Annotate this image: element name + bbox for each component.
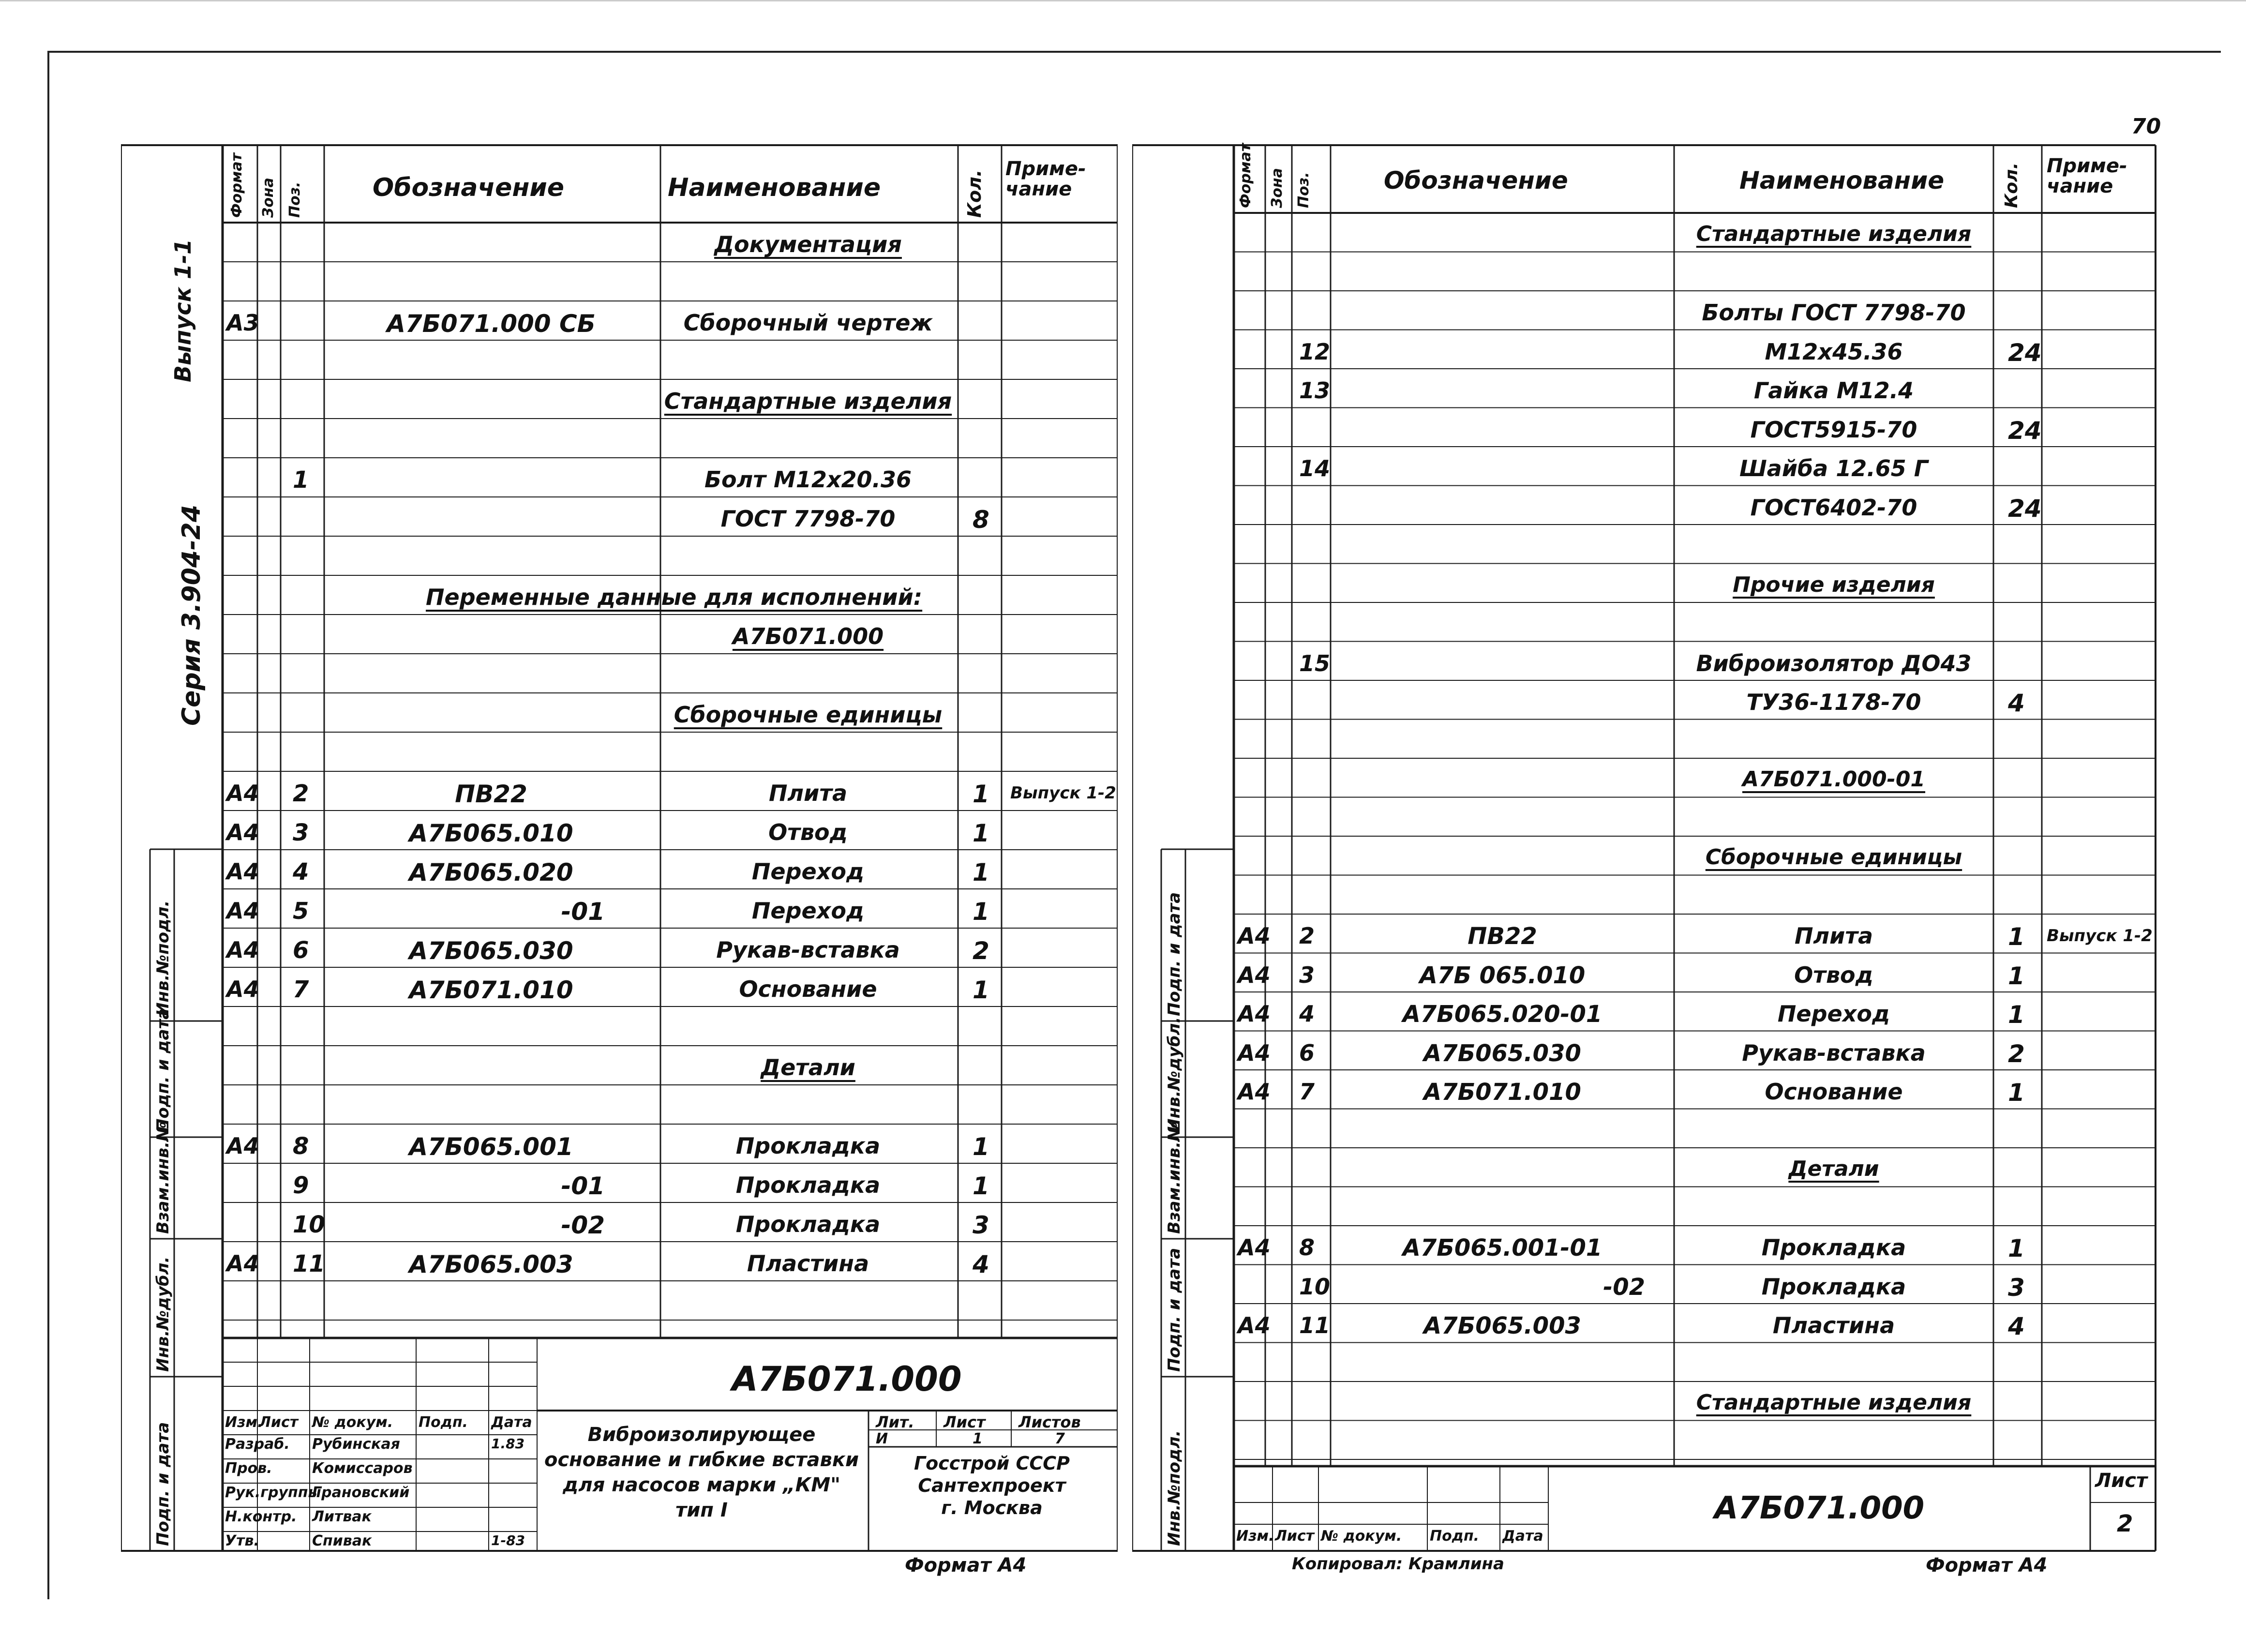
row-qty: 4 [973, 1250, 989, 1278]
titleblock-person-name: Спивак [312, 1532, 372, 1549]
titleblock-sheet-label: Лист [2095, 1470, 2148, 1492]
row-pos: 8 [293, 1133, 309, 1160]
right-sheet-grid [1132, 121, 2158, 1563]
header-note: Приме- чание [1005, 158, 1086, 200]
row-name: ГОСТ6402-70 [1750, 494, 1917, 521]
titleblock-org-line: Сантехпроект [918, 1475, 1066, 1496]
copied-by-label: Копировал: Крамлина [1292, 1554, 1504, 1574]
row-designation: А7Б065.030 [409, 937, 573, 965]
titleblock-sheets-value: 7 [1055, 1430, 1065, 1447]
row-designation: -02 [1603, 1273, 1645, 1301]
row-pos: 3 [293, 819, 309, 846]
titleblock-title-line: Виброизолирующее [587, 1424, 816, 1446]
titleblock-sheets-label: Листов [1018, 1413, 1081, 1431]
row-section-name: А7Б071.000 [732, 623, 884, 649]
header-format: Формат [228, 153, 245, 218]
row-designation: -01 [561, 1172, 605, 1200]
row-name: ГОСТ 7798-70 [720, 506, 896, 532]
header-designation: Обозначение [1384, 166, 1568, 195]
row-pos: 11 [293, 1250, 325, 1277]
titleblock-role: Рук.группы [225, 1484, 321, 1501]
row-format: А4 [226, 937, 259, 963]
row-pos: 4 [293, 858, 309, 886]
row-pos: 6 [293, 937, 309, 964]
row-qty: 1 [973, 858, 989, 886]
row-qty: 24 [2008, 338, 2042, 367]
row-qty: 1 [973, 819, 989, 847]
row-format: А4 [1238, 1079, 1271, 1105]
row-qty: 1 [2008, 923, 2025, 951]
row-qty: 1 [973, 1133, 989, 1161]
row-designation: А7Б065.010 [409, 819, 573, 847]
titleblock-role: Н.контр. [225, 1508, 297, 1525]
row-section-name: А7Б071.000-01 [1742, 767, 1926, 792]
titleblock-person-name: Грановский [312, 1484, 410, 1501]
titleblock-column-label: Подп. [1430, 1528, 1480, 1545]
margin-label: Взам.инв.№ [1165, 1122, 1184, 1234]
row-section-name: Детали [761, 1054, 855, 1081]
margin-label: Взам.инв.№ [153, 1122, 173, 1234]
right-spec-sheet [1132, 121, 2158, 1577]
row-format: А4 [226, 1133, 259, 1159]
row-qty: 1 [2008, 1001, 2025, 1029]
row-designation: А7Б 065.010 [1419, 961, 1586, 989]
row-name: Сборочный чертеж [683, 310, 933, 336]
row-format: А4 [226, 858, 259, 885]
row-section-name: Стандартные изделия [1696, 1390, 1972, 1415]
row-section-name: Сборочные единицы [674, 702, 943, 728]
row-name: Прокладка [735, 1172, 881, 1198]
margin-label: Подп. и дата [1165, 1247, 1184, 1372]
row-designation: А7Б065.003 [409, 1250, 573, 1278]
row-pos: 2 [293, 780, 309, 807]
row-format: А4 [226, 976, 259, 1002]
row-format: А4 [226, 819, 259, 845]
row-pos: 11 [1299, 1312, 1331, 1338]
row-designation: ПВ22 [455, 780, 527, 808]
titleblock-lit-value: И [876, 1430, 888, 1447]
row-qty: 3 [973, 1211, 989, 1239]
titleblock-title-line: основание и гибкие вставки [544, 1449, 859, 1471]
row-name: Основание [739, 976, 877, 1002]
row-designation: А7Б071.010 [1423, 1079, 1581, 1106]
header-designation: Обозначение [373, 173, 565, 202]
row-pos: 10 [1299, 1273, 1331, 1300]
row-name: М12х45.36 [1765, 338, 1903, 365]
page-top-border [48, 51, 2221, 53]
row-pos: 7 [1299, 1079, 1315, 1105]
row-format: А4 [1238, 1001, 1271, 1027]
titleblock-org-line: г. Москва [941, 1497, 1043, 1518]
row-note: Выпуск 1-2 [1010, 783, 1116, 803]
row-pos: 1 [293, 466, 309, 494]
row-qty: 24 [2008, 494, 2042, 523]
row-section-name: Детали [1788, 1156, 1879, 1181]
titleblock-sheet-value: 2 [2117, 1510, 2133, 1537]
row-designation: А7Б071.010 [409, 976, 573, 1004]
header-name: Наименование [1739, 166, 1945, 195]
titleblock-column-label: Дата [1502, 1528, 1543, 1545]
titleblock-role: Утв. [225, 1532, 259, 1549]
row-designation: А7Б065.020-01 [1402, 1001, 1602, 1028]
row-pos: 3 [1299, 961, 1315, 988]
row-name: Рукав-вставка [716, 937, 900, 963]
format-label: Формат А4 [905, 1554, 1027, 1577]
row-designation-span: Переменные данные для исполнений: [426, 584, 923, 610]
row-qty: 1 [2008, 1079, 2025, 1107]
row-format: А4 [1238, 1039, 1271, 1066]
row-qty: 3 [2008, 1273, 2025, 1302]
margin-label: Подп. и дата [153, 1422, 173, 1546]
row-name: ГОСТ5915-70 [1750, 416, 1917, 443]
titleblock-column-label: Дата [491, 1414, 532, 1431]
row-designation: -01 [561, 898, 605, 926]
row-name: Шайба 12.65 Г [1739, 455, 1929, 481]
row-designation: А7Б065.030 [1423, 1039, 1581, 1067]
header-pos: Поз. [1295, 172, 1312, 208]
header-qty: Кол. [964, 169, 985, 218]
header-qty: Кол. [2002, 162, 2021, 208]
margin-label: Инв.№подл. [153, 900, 173, 1016]
left-spec-sheet [121, 121, 1118, 1577]
header-pos: Поз. [286, 181, 303, 218]
doc-number: А7Б071.000 [1714, 1490, 1925, 1526]
margin-label: Подп. и дата [1165, 892, 1184, 1016]
titleblock-column-label: Изм. [1236, 1528, 1274, 1545]
titleblock-column-label: Подп. [419, 1414, 468, 1431]
page-top-edge [0, 0, 2246, 1]
row-format: А4 [1238, 961, 1271, 988]
row-qty: 4 [2008, 689, 2025, 717]
row-qty: 2 [2008, 1039, 2025, 1068]
header-name: Наименование [668, 173, 881, 202]
row-name: Болты ГОСТ 7798-70 [1702, 300, 1966, 326]
row-qty: 2 [973, 937, 989, 965]
row-qty: 4 [2008, 1312, 2025, 1340]
titleblock-person-name: Комиссаров [312, 1460, 413, 1477]
row-designation: А7Б071.000 СБ [387, 310, 596, 338]
row-format: А4 [1238, 1234, 1271, 1261]
row-name: Гайка М12.4 [1753, 377, 1914, 404]
row-pos: 2 [1299, 923, 1315, 949]
row-name: Переход [1777, 1001, 1890, 1027]
titleblock-sheet-label: Лист [943, 1413, 986, 1431]
row-qty: 8 [973, 506, 989, 534]
margin-label: Подп. и дата [153, 1008, 173, 1132]
row-pos: 7 [293, 976, 309, 1003]
header-zone: Зона [1269, 168, 1286, 208]
titleblock-lit-label: Лит. [876, 1413, 914, 1431]
row-name: Плита [1794, 923, 1873, 949]
margin-label: Инв.№дубл. [153, 1256, 173, 1372]
row-qty: 1 [973, 1172, 989, 1200]
row-qty: 1 [2008, 1234, 2025, 1262]
row-name: Переход [751, 898, 865, 924]
header-format: Формат [1237, 143, 1254, 208]
row-qty: 1 [973, 898, 989, 926]
row-section-name: Документация [714, 231, 902, 257]
row-pos: 6 [1299, 1039, 1315, 1066]
row-format: А4 [226, 898, 259, 924]
titleblock-column-label: Лист [259, 1414, 299, 1431]
margin-label: Инв.№дубл. [1165, 1017, 1184, 1132]
row-section-name: Стандартные изделия [664, 388, 952, 414]
row-format: А4 [226, 1250, 259, 1277]
row-section-name: Сборочные единицы [1705, 845, 1962, 870]
titleblock-column-label: Изм. [225, 1414, 263, 1431]
margin-label: Инв.№подл. [1165, 1430, 1184, 1546]
page-number: 70 [2131, 114, 2161, 139]
row-designation: -02 [561, 1211, 605, 1239]
row-section-name: Прочие изделия [1733, 572, 1935, 597]
row-name: Основание [1765, 1079, 1903, 1105]
row-pos: 9 [293, 1172, 309, 1199]
titleblock-date: 1.83 [491, 1436, 525, 1452]
row-format: А4 [1238, 923, 1271, 949]
page-left-border [47, 51, 49, 1599]
row-note: Выпуск 1-2 [2047, 926, 2153, 946]
row-designation: ПВ22 [1467, 923, 1537, 950]
row-name: Прокладка [1761, 1273, 1906, 1300]
row-designation: А7Б065.003 [1423, 1312, 1581, 1339]
row-section-name: Стандартные изделия [1696, 222, 1972, 246]
titleblock-person-name: Литвак [312, 1508, 372, 1525]
row-format: А4 [1238, 1312, 1271, 1338]
row-qty: 1 [973, 976, 989, 1004]
row-pos: 13 [1299, 377, 1331, 404]
doc-number: А7Б071.000 [732, 1359, 962, 1399]
row-name: Прокладка [1761, 1234, 1906, 1261]
row-name: Болт М12х20.36 [704, 466, 912, 493]
row-name: Пластина [1772, 1312, 1895, 1338]
row-format: А4 [226, 780, 259, 806]
row-designation: А7Б065.001-01 [1402, 1234, 1602, 1262]
titleblock-org-line: Госстрой СССР [913, 1453, 1070, 1474]
row-name: Виброизолятор ДО43 [1696, 650, 1972, 676]
titleblock-sheet-value: 1 [973, 1430, 983, 1447]
row-name: Рукав-вставка [1742, 1039, 1926, 1066]
series-label: Серия 3.904-24 [177, 504, 206, 726]
row-name: Прокладка [735, 1211, 881, 1237]
titleblock-column-label: № докум. [312, 1414, 393, 1431]
header-note: Приме- чание [2047, 155, 2127, 197]
titleblock-column-label: № докум. [1321, 1528, 1402, 1545]
header-zone: Зона [260, 178, 277, 218]
row-format: А3 [226, 310, 259, 336]
row-qty: 1 [2008, 961, 2025, 990]
titleblock-date: 1-83 [491, 1532, 525, 1548]
titleblock-person-name: Рубинская [312, 1436, 400, 1453]
row-pos: 12 [1299, 338, 1331, 365]
row-qty: 1 [973, 780, 989, 808]
row-name: ТУ36-1178-70 [1746, 689, 1921, 715]
left-sheet-grid [121, 121, 1118, 1563]
row-pos: 8 [1299, 1234, 1315, 1261]
titleblock-column-label: Лист [1275, 1528, 1315, 1545]
row-name: Отвод [768, 819, 848, 845]
row-name: Прокладка [735, 1133, 881, 1159]
row-pos: 4 [1299, 1001, 1315, 1027]
row-name: Плита [768, 780, 848, 806]
row-name: Пластина [747, 1250, 869, 1277]
row-qty: 24 [2008, 416, 2042, 445]
row-designation: А7Б065.001 [409, 1133, 573, 1161]
titleblock-role: Разраб. [225, 1436, 290, 1453]
release-label: Выпуск 1-1 [170, 239, 196, 382]
titleblock-title-line: для насосов марки „КМ" [563, 1474, 840, 1496]
row-designation: А7Б065.020 [409, 858, 573, 886]
row-pos: 5 [293, 898, 309, 925]
titleblock-title-line: тип I [675, 1499, 728, 1521]
row-name: Отвод [1794, 961, 1873, 988]
titleblock-role: Пров. [225, 1460, 272, 1477]
row-pos: 15 [1299, 650, 1331, 676]
format-label: Формат А4 [1926, 1554, 2048, 1577]
row-pos: 14 [1299, 455, 1331, 481]
row-pos: 10 [293, 1211, 325, 1238]
row-name: Переход [751, 858, 865, 885]
